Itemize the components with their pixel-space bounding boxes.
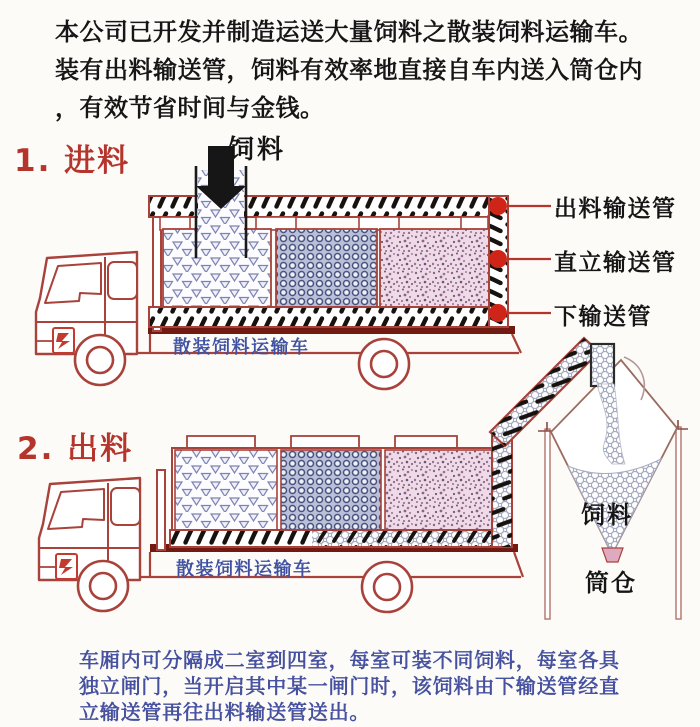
lower-pipe (149, 307, 506, 327)
truck1-front-wheel (75, 335, 125, 385)
callout-discharge-pipe: 出料输送管 (554, 196, 677, 222)
lower-pipe-screw (312, 531, 511, 546)
compartment-feed-c (380, 229, 490, 308)
compartment-feed-c (385, 450, 492, 530)
callout-lines (507, 206, 551, 313)
compartment-feed-b (276, 229, 377, 308)
callout-lower-pipe: 下输送管 (554, 304, 652, 330)
footer-line: 立输送管再往出料输送管送出。 (79, 700, 371, 724)
truck2-body-label: 散装饲料运输车 (176, 559, 313, 580)
compartment-feed-a (175, 450, 277, 530)
pipe-junction-dot (489, 197, 507, 215)
silo-outlet (602, 548, 623, 562)
callout-vertical-pipe: 直立输送管 (554, 250, 677, 276)
top-hatch (395, 436, 457, 448)
section-heading-unloading: 2. 出料 (17, 431, 134, 467)
top-hatch (187, 436, 255, 448)
compartment-feed-a (163, 229, 271, 308)
hatch (461, 217, 488, 230)
truck1-body-label: 散装饲料运输车 (173, 337, 310, 358)
hatch (359, 217, 399, 230)
compartment-feed-b (281, 450, 381, 530)
section-heading-loading: 1. 进料 (14, 143, 131, 179)
vertical-pipe-screw (492, 430, 512, 547)
footer-line: 车厢内可分隔成二室到四室，每室可装不同饲料，每室各具 (79, 648, 620, 672)
top-hatch (291, 436, 359, 448)
feed-inlet-label: 饲料 (228, 135, 287, 165)
intro-line: 本公司已开发并制造运送大量饲料之散装饲料运输车。 (55, 18, 643, 46)
truck2-rear-wheel (362, 562, 412, 612)
hatch (256, 217, 296, 230)
discharge-spout (591, 344, 614, 386)
hatch (160, 217, 190, 230)
silo-leg-left (545, 429, 550, 619)
silo-leg-right (676, 427, 681, 619)
pipe-junction-dot (489, 304, 507, 322)
truck1-rear-wheel (359, 339, 409, 389)
pipe-junction-dot (489, 250, 507, 268)
intro-line: ，有效节省时间与金钱。 (55, 94, 325, 122)
footer-line: 独立闸门，当开启其中某一闸门时，该饲料由下输送管经直 (79, 674, 620, 698)
silo-label: 筒仓 (585, 569, 637, 597)
truck2-headboard-post (157, 470, 165, 550)
intro-line: 装有出料输送管，饲料有效率地直接自车内送入筒仓内 (55, 56, 643, 84)
unloading-truck (39, 338, 644, 612)
silo-feed-label: 饲料 (581, 501, 633, 529)
truck2-front-wheel (78, 561, 128, 611)
